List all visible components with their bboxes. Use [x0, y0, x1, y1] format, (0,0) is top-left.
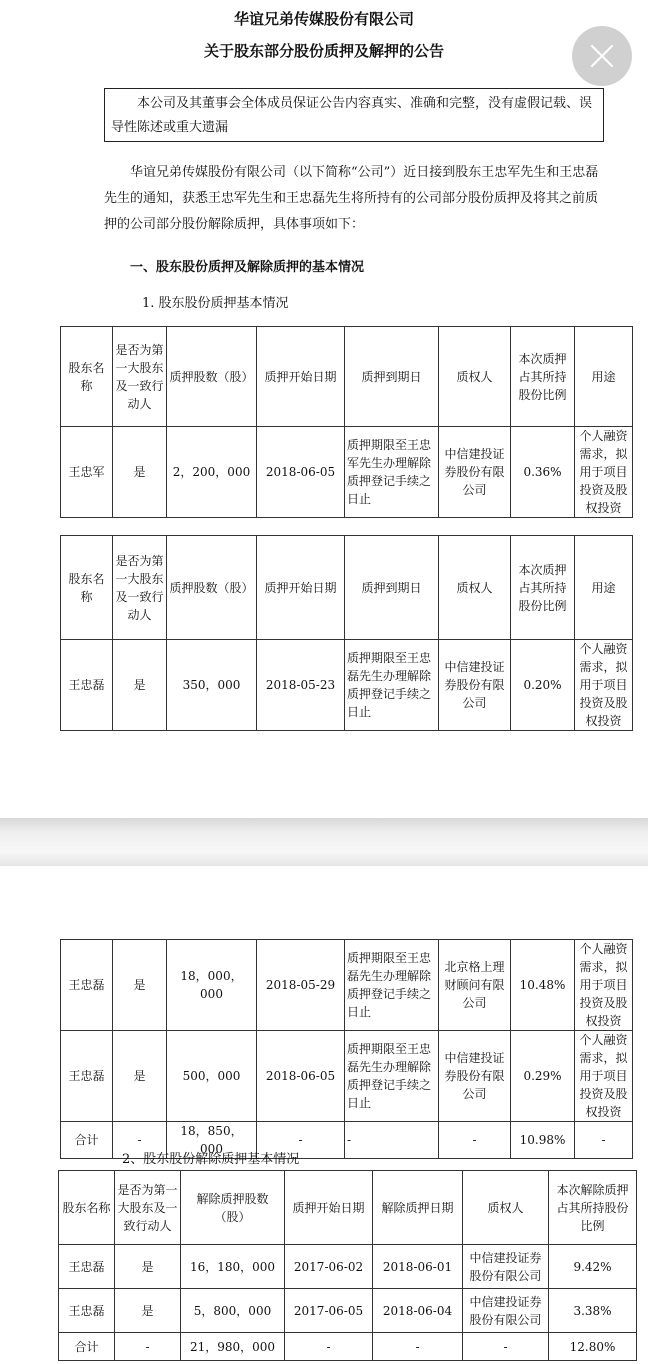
intro-paragraph: 华谊兄弟传媒股份有限公司（以下简称“公司”）近日接到股东王忠军先生和王忠磊先生的通知，获悉王忠军先生和王忠磊先生将所持有的公司部分股份质押及将其之前质押的公司部分股份解除质押，具体事项如下： [104, 165, 599, 232]
table-cell: 个人融资需求，拟用于项目投资及股权投资 [575, 640, 633, 731]
table-cell: - [373, 1333, 463, 1361]
page-separator [0, 818, 648, 866]
table-cell: 21，980，000 [181, 1333, 285, 1361]
table-cell: 3.38% [549, 1289, 637, 1333]
table-cell: 是 [115, 1289, 181, 1333]
header-cell: 质押到期日 [345, 327, 439, 427]
section-heading-1: 一、股东股份质押及解除质押的基本情况 [130, 260, 365, 275]
table-cell: - [115, 1333, 181, 1361]
table-cell: 王忠磊 [59, 1245, 115, 1289]
table-cell: 质押期限至王忠军先生办理解除质押登记手续之日止 [345, 427, 439, 518]
header-cell: 是否为第一大股东及一致行动人 [113, 536, 167, 640]
header-cell: 本次质押占其所持股份比例 [511, 536, 575, 640]
header-cell: 质押股数（股） [167, 536, 257, 640]
table-cell: - [113, 1122, 167, 1159]
table-cell: 是 [113, 940, 167, 1031]
header-cell: 股东名称 [61, 536, 113, 640]
header-cell: 是否为第一大股东及一致行动人 [115, 1171, 181, 1245]
table-cell: 500，000 [167, 1031, 257, 1122]
notice-title: 关于股东部分股份质押及解押的公告 [203, 42, 444, 60]
table-cell: 2018-06-05 [257, 427, 345, 518]
header-cell: 质权人 [439, 536, 511, 640]
header-cell: 质权人 [439, 327, 511, 427]
table-cell: 质押期限至王忠磊先生办理解除质押登记手续之日止 [345, 940, 439, 1031]
header-cell: 质押开始日期 [285, 1171, 373, 1245]
table-cell: 北京格上理财顾问有限公司 [439, 940, 511, 1031]
table-cell: 王忠磊 [61, 640, 113, 731]
table-cell: 2018-06-04 [373, 1289, 463, 1333]
table-cell: 10.48% [511, 940, 575, 1031]
header-cell: 股东名称 [61, 327, 113, 427]
table-cell: 中信建投证券股份有限公司 [439, 1031, 511, 1122]
header-cell: 本次解除质押占其所持股份比例 [549, 1171, 637, 1245]
table-cell: 质押期限至王忠磊先生办理解除质押登记手续之日止 [345, 1031, 439, 1122]
pledge-table-3 [60, 939, 633, 1159]
table-cell: 9.42% [549, 1245, 637, 1289]
header-cell: 质押开始日期 [257, 536, 345, 640]
table-cell: 王忠磊 [59, 1289, 115, 1333]
subsection-heading-2: 2、股东股份解除质押基本情况 [122, 1152, 300, 1167]
table-cell: 18，850，000 [167, 1122, 257, 1159]
table-cell: 2018-06-01 [373, 1245, 463, 1289]
table-cell: - [439, 1122, 511, 1159]
table-row [59, 1333, 637, 1361]
header-cell: 质押到期日 [345, 536, 439, 640]
table-row [59, 1245, 637, 1289]
table-header-row [61, 327, 633, 427]
table-cell: 个人融资需求，拟用于项目投资及股权投资 [575, 940, 633, 1031]
table-cell: - [257, 1122, 345, 1159]
table-cell: 个人融资需求，拟用于项目投资及股权投资 [575, 427, 633, 518]
table-row [61, 427, 633, 518]
header-cell: 解除质押日期 [373, 1171, 463, 1245]
board-statement-box: 本公司及其董事会全体成员保证公告内容真实、准确和完整，没有虚假记载、误导性陈述或重大遗漏 [104, 88, 604, 142]
table-cell: 合计 [59, 1333, 115, 1361]
table-cell: 350，000 [167, 640, 257, 731]
table-cell: 合计 [61, 1122, 113, 1159]
table-cell: 中信建投证券股份有限公司 [463, 1289, 549, 1333]
table-cell: 中信建投证券股份有限公司 [439, 640, 511, 731]
header-cell: 质押股数（股） [167, 327, 257, 427]
close-icon[interactable] [572, 26, 632, 86]
table-cell: 王忠磊 [61, 940, 113, 1031]
table-cell: 2018-06-05 [257, 1031, 345, 1122]
table-cell: - [285, 1333, 373, 1361]
table-cell: 10.98% [511, 1122, 575, 1159]
table-cell: 中信建投证券股份有限公司 [463, 1245, 549, 1289]
table-cell: - [575, 1122, 633, 1159]
header-cell: 本次质押占其所持股份比例 [511, 327, 575, 427]
table-cell: 5，800，000 [181, 1289, 285, 1333]
release-table [58, 1170, 637, 1361]
pledge-table-1 [60, 326, 633, 518]
table-cell: 质押期限至王忠磊先生办理解除质押登记手续之日止 [345, 640, 439, 731]
table-cell: 王忠磊 [61, 1031, 113, 1122]
table-cell: 个人融资需求，拟用于项目投资及股权投资 [575, 1031, 633, 1122]
pledge-table-2 [60, 535, 633, 731]
table-row [61, 940, 633, 1031]
table-row [61, 1031, 633, 1122]
table-cell: 王忠军 [61, 427, 113, 518]
table-header-row [61, 536, 633, 640]
table-cell: 2，200，000 [167, 427, 257, 518]
header-cell: 是否为第一大股东及一致行动人 [113, 327, 167, 427]
subsection-heading-1: 1. 股东股份质押基本情况 [142, 296, 289, 311]
table-row [61, 640, 633, 731]
table-cell: 是 [115, 1245, 181, 1289]
table-cell: 是 [113, 427, 167, 518]
table-cell: - [345, 1122, 439, 1159]
header-cell: 股东名称 [59, 1171, 115, 1245]
header-cell: 解除质押股数（股） [181, 1171, 285, 1245]
header-cell: 用途 [575, 327, 633, 427]
table-row [59, 1289, 637, 1333]
table-cell: 中信建投证券股份有限公司 [439, 427, 511, 518]
table-cell: 是 [113, 1031, 167, 1122]
table-cell: 16，180，000 [181, 1245, 285, 1289]
table-cell: 2018-05-23 [257, 640, 345, 731]
table-cell: 0.36% [511, 427, 575, 518]
table-cell: 2017-06-05 [285, 1289, 373, 1333]
company-title: 华谊兄弟传媒股份有限公司 [233, 10, 414, 28]
header-cell: 质押开始日期 [257, 327, 345, 427]
table-cell: 18，000，000 [167, 940, 257, 1031]
table-cell: 0.29% [511, 1031, 575, 1122]
table-cell: 2017-06-02 [285, 1245, 373, 1289]
header-cell: 用途 [575, 536, 633, 640]
table-cell: 0.20% [511, 640, 575, 731]
table-cell: 2018-05-29 [257, 940, 345, 1031]
table-cell: - [463, 1333, 549, 1361]
table-cell: 12.80% [549, 1333, 637, 1361]
table-cell: 是 [113, 640, 167, 731]
table-header-row [59, 1171, 637, 1245]
header-cell: 质权人 [463, 1171, 549, 1245]
